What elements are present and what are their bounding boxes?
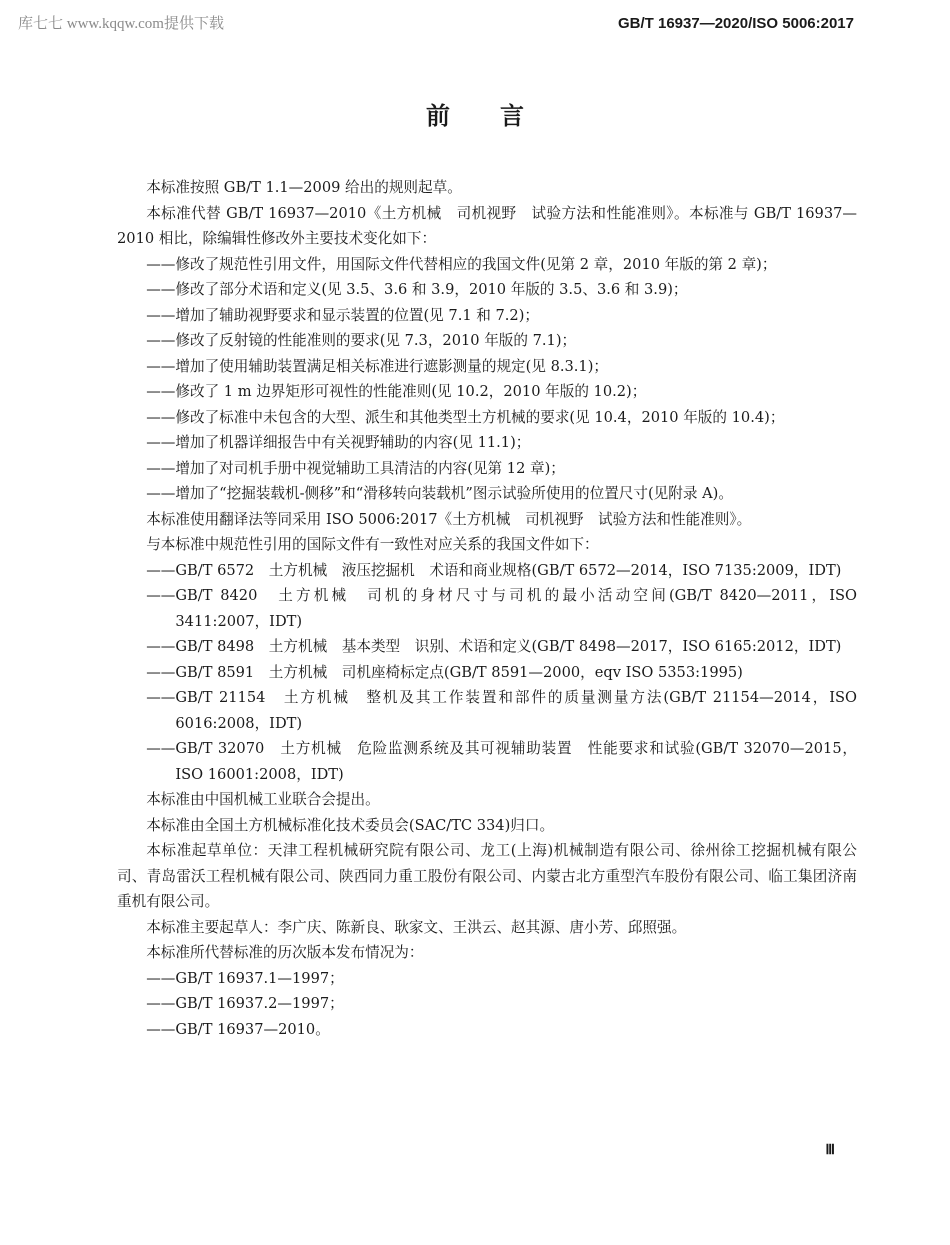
list-item: ——增加了对司机手册中视觉辅助工具清洁的内容(见第 12 章)； — [146, 459, 565, 477]
reference-item: ——GB/T 8591 土方机械 司机座椅标定点(GB/T 8591—2000，eqv ISO 5353:1995) — [146, 663, 743, 681]
paragraph: 本标准由全国土方机械标准化技术委员会(SAC/TC 334)归口。 — [146, 816, 555, 834]
list-item: ——修改了标准中未包含的大型、派生和其他类型土方机械的要求(见 10.4，2010 年版的 10.4)； — [146, 408, 785, 426]
list-item: ——修改了规范性引用文件，用国际文件代替相应的我国文件(见第 2 章，2010 年版的第 2 章)； — [146, 255, 777, 273]
paragraph: 本标准由中国机械工业联合会提出。 — [146, 791, 380, 808]
paragraph: 本标准代替 GB/T 16937—2010《土方机械 司机视野 试验方法和性能准则》。本标准与 GB/T 16937—2010 相比，除编辑性修改外主要技术变化如下： — [117, 204, 857, 247]
paragraph: 与本标准中规范性引用的国际文件有一致性对应关系的我国文件如下： — [146, 536, 599, 553]
paragraph: 本标准按照 GB/T 1.1—2009 给出的规则起草。 — [146, 179, 462, 196]
list-item: ——增加了使用辅助装置满足相关标准进行遮影测量的规定(见 8.3.1)； — [146, 357, 608, 375]
page-title: 前言 — [426, 102, 574, 130]
reference-item: ——GB/T 21154 土方机械 整机及其工作装置和部件的质量测量方法(GB/T 21154—2014，ISO 6016:2008，IDT) — [146, 689, 857, 732]
reference-item: ——GB/T 8498 土方机械 基本类型 识别、术语和定义(GB/T 8498—2017，ISO 6165:2012，IDT) — [146, 638, 842, 655]
paragraph: 本标准起草单位：天津工程机械研究院有限公司、龙工(上海)机械制造有限公司、徐州徐工挖掘机械有限公司、青岛雷沃工程机械有限公司、陕西同力重工股份有限公司、内蒙古北方重型汽车股份有限公司、临工集团济南重机有限公司。 — [117, 842, 857, 910]
list-item: ——修改了部分术语和定义(见 3.5、3.6 和 3.9，2010 年版的 3.5、3.6 和 3.9)； — [146, 281, 688, 298]
list-item: ——增加了“挖掘装载机-侧移”和“滑移转向装载机”图示试验所使用的位置尺寸(见附录 A)。 — [146, 485, 733, 502]
list-item: ——修改了 1 m 边界矩形可视性的性能准则(见 10.2，2010 年版的 10.2)； — [146, 383, 647, 400]
list-item: ——增加了辅助视野要求和显示装置的位置(见 7.1 和 7.2)； — [146, 306, 539, 324]
list-item: ——增加了机器详细报告中有关视野辅助的内容(见 11.1)； — [146, 434, 531, 451]
standard-code: GB/T 16937—2020/ISO 5006:2017 — [618, 15, 854, 32]
history-item: ——GB/T 16937—2010。 — [146, 1020, 330, 1038]
reference-item: ——GB/T 6572 土方机械 液压挖掘机 术语和商业规格(GB/T 6572—2014，ISO 7135:2009，IDT) — [146, 561, 842, 579]
history-item: ——GB/T 16937.1—1997； — [146, 969, 344, 987]
reference-item: ——GB/T 32070 土方机械 危险监测系统及其可视辅助装置 性能要求和试验(GB/T 32070—2015，ISO 16001:2008，IDT) — [146, 740, 857, 783]
list-item: ——修改了反射镜的性能准则的要求(见 7.3，2010 年版的 7.1)； — [146, 332, 577, 349]
paragraph: 本标准主要起草人：李广庆、陈新良、耿家文、王洪云、赵其源、唐小芳、邱照强。 — [146, 918, 687, 936]
paragraph: 本标准所代替标准的历次版本发布情况为： — [146, 944, 424, 961]
reference-item: ——GB/T 8420 土方机械 司机的身材尺寸与司机的最小活动空间(GB/T 8420—2011，ISO 3411:2007，IDT) — [146, 587, 857, 630]
foreword-body — [117, 175, 857, 1042]
paragraph: 本标准使用翻译法等同采用 ISO 5006:2017《土方机械 司机视野 试验方法和性能准则》。 — [146, 510, 752, 528]
page-number: Ⅲ — [825, 1143, 835, 1158]
watermark: 库七七 www.kqqw.com提供下载 — [18, 16, 224, 32]
history-item: ——GB/T 16937.2—1997； — [146, 995, 344, 1012]
